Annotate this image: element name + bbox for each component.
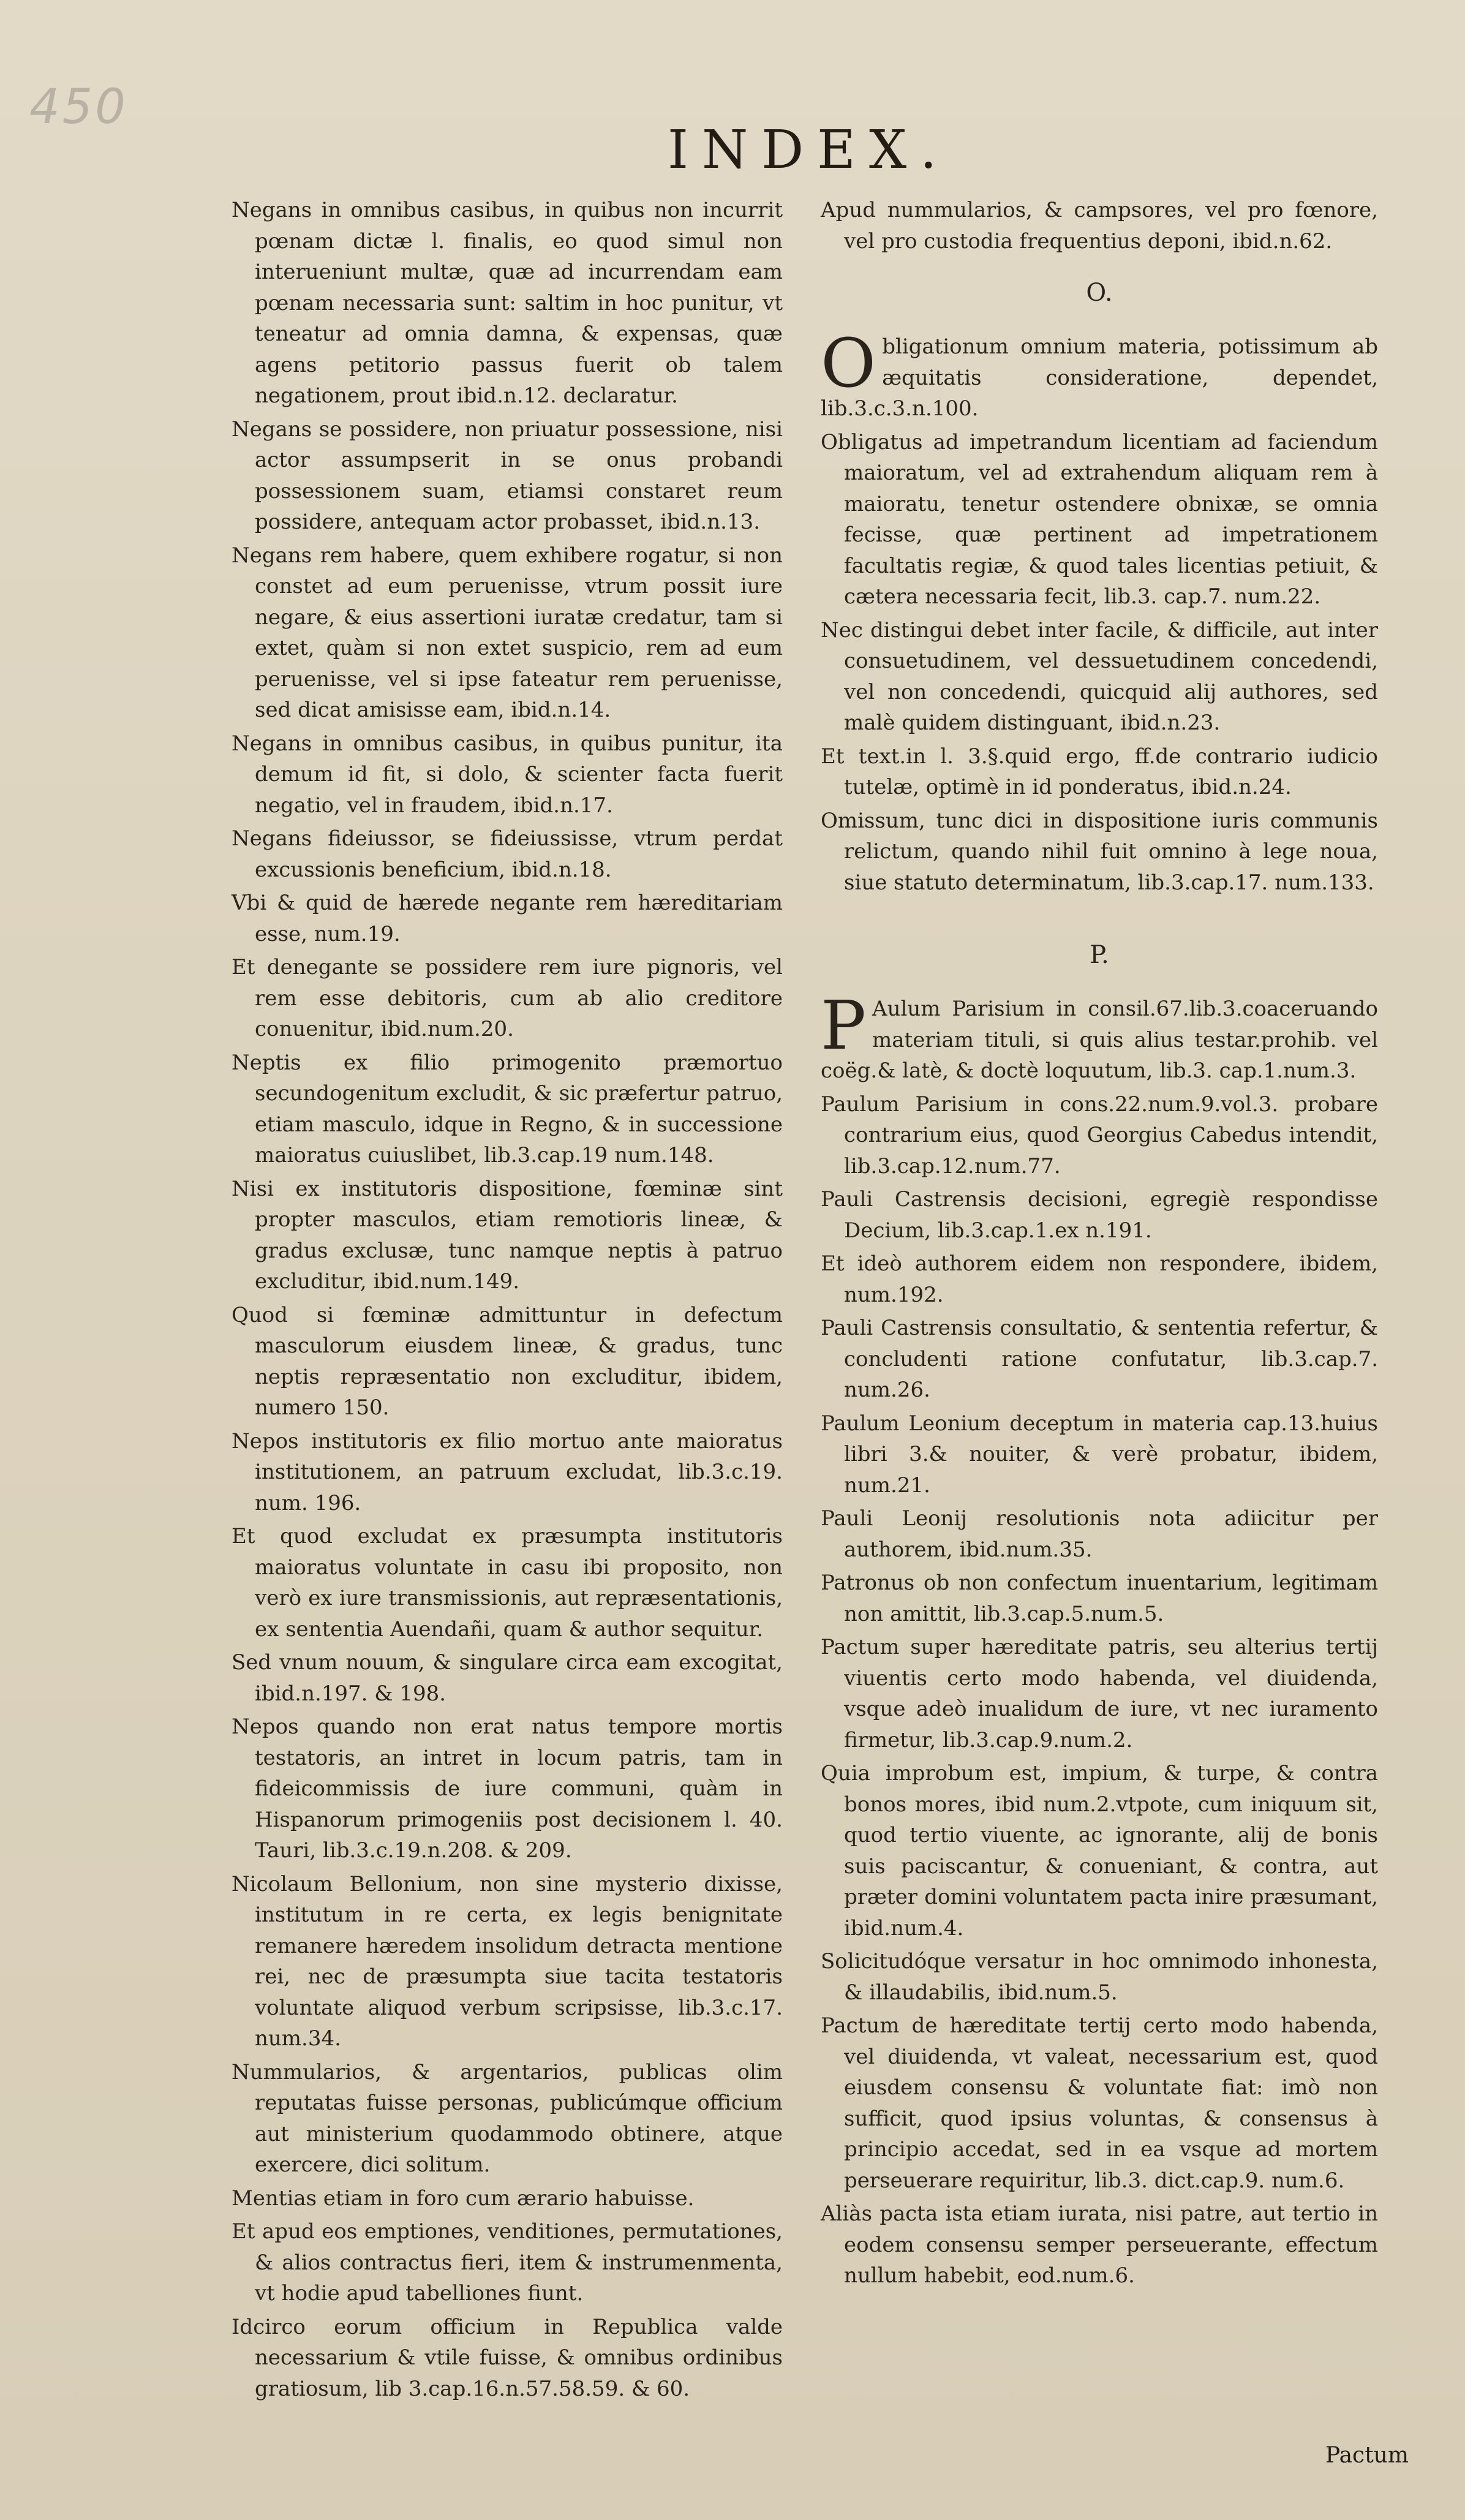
index-entry: Vbi & quid de hærede negante rem hæreditariam esse, num.19. xyxy=(232,891,783,946)
index-entry: Et ideò authorem eidem non respondere, ibidem, num.192. xyxy=(821,1251,1378,1307)
section-letter-o: O. xyxy=(1086,279,1113,307)
index-entry: Nisi ex institutoris dispositione, fœminæ sint propter masculos, etiam remotioris lineæ, & gradus exclusæ, tunc namque neptis à patruo excluditur, ibid.num.149. xyxy=(232,1176,783,1294)
index-entry: Nepos institutoris ex filio mortuo ante maioratus institutionem, an patruum excludat, lib.3.c.19. num. 196. xyxy=(232,1428,783,1515)
right-column xyxy=(821,195,1378,2294)
index-entry-lead-o xyxy=(821,324,1378,424)
index-entry: Negans fideiussor, se fideiussisse, vtrum perdat excussionis beneficium, ibid.n.18. xyxy=(232,826,783,882)
left-column xyxy=(232,195,783,2407)
index-entry: Nec distingui debet inter facile, & difficile, aut inter consuetudinem, vel dessuetudinem concedendi, vel non concedendi, quicquid alij authores, sed malè quidem distinguant, ibid.n.23. xyxy=(821,617,1378,735)
index-entry: Aliàs pacta ista etiam iurata, nisi patre, aut tertio in eodem consensu semper perseuerante, effectum nullum habebit, eod.num.6. xyxy=(821,2201,1378,2288)
index-entry: Negans in omnibus casibus, in quibus punitur, ita demum id fit, si dolo, & scienter facta fuerit negatio, vel in fraudem, ibid.n.17. xyxy=(232,731,783,818)
index-entry: Negans rem habere, quem exhibere rogatur, si non constet ad eum peruenisse, vtrum possit iure negare, & eius assertioni iuratæ credatur, tam si extet, quàm si non extet suspicio, rem ad eum peruenisse, vel si ipse fateatur rem peruenisse, sed dicat amisisse eam, ibid.n.14. xyxy=(232,543,783,722)
index-entry: Sed vnum nouum, & singulare circa eam excogitat, ibid.n.197. & 198. xyxy=(232,1650,783,1706)
index-entry: Omissum, tunc dici in dispositione iuris communis relictum, quando nihil fuit omnino à lege noua, siue statuto determinatum, lib.3.cap.17. num.133. xyxy=(821,808,1378,895)
page-title: INDEX. xyxy=(668,119,951,181)
index-entry: Paulum Leonium deceptum in materia cap.13.huius libri 3.& nouiter, & verè probatur, ibidem, num.21. xyxy=(821,1411,1378,1498)
section-letter-p: P. xyxy=(1090,941,1109,969)
pencil-page-number: 450 xyxy=(29,80,128,135)
index-entry: Negans se possidere, non priuatur possessione, nisi actor assumpserit in se onus probandi possessionem suam, etiamsi constaret reum possidere, antequam actor probasset, ibid.n.13. xyxy=(232,417,783,534)
dropcap-o: O xyxy=(821,324,876,402)
index-entry: Et text.in l. 3.§.quid ergo, ff.de contrario iudicio tutelæ, optimè in id ponderatus, ibid.n.24. xyxy=(821,744,1378,799)
index-entry: Negans in omnibus casibus, in quibus non incurrit pœnam dictæ l. finalis, eo quod simul non interueniunt multæ, quæ ad incurrendam eam pœnam necessaria sunt: saltim in hoc punitur, vt teneatur ad omnia damna, & expensas, quæ agens petitorio passus fuerit ob talem negationem, prout ibid.n.12. declaratur. xyxy=(232,198,783,408)
index-entry: Pauli Leonij resolutionis nota adiicitur per authorem, ibid.num.35. xyxy=(821,1506,1378,1562)
index-entry: Mentias etiam in foro cum ærario habuisse. xyxy=(232,2186,695,2211)
index-entry: Obligatus ad impetrandum licentiam ad faciendum maioratum, vel ad extrahendum aliquam rem à maioratu, tenetur ostendere obnixæ, se omnia fecisse, quæ pertinent ad impetrationem facultatis regiæ, & quod tales licentias petiuit, & cætera necessaria fecit, lib.3. cap.7. num.22. xyxy=(821,429,1378,609)
index-entry: Et denegante se possidere rem iure pignoris, vel rem esse debitoris, cum ab alio creditore conuenitur, ibid.num.20. xyxy=(232,955,783,1041)
index-entry: Et quod excludat ex præsumpta institutoris maioratus voluntate in casu ibi proposito, non verò ex iure transmissionis, aut repræsentationis, ex sententia Auendañi, quam & author sequitur. xyxy=(232,1524,783,1642)
index-entry: Quia improbum est, impium, & turpe, & contra bonos mores, ibid num.2.vtpote, cum iniquum sit, quod tertio viuente, ac ignorante, alij de bonis suis paciscantur, & conueniant, & contra, aut præter domini voluntatem pacta inire præsumant, ibid.num.4. xyxy=(821,1761,1378,1941)
index-entry: Et apud eos emptiones, venditiones, permutationes, & alios contractus fieri, item & instrumenmenta, vt hodie apud tabelliones fiunt. xyxy=(232,2219,783,2306)
index-entry: Patronus ob non confectum inuentarium, legitimam non amittit, lib.3.cap.5.num.5. xyxy=(821,1571,1378,1626)
catchword: Pactum xyxy=(1325,2443,1409,2468)
index-entry: Pauli Castrensis decisioni, egregiè respondisse Decium, lib.3.cap.1.ex n.191. xyxy=(821,1187,1378,1243)
dropcap-p: P xyxy=(821,986,867,1065)
index-entry: Idcirco eorum officium in Republica valde necessarium & vtile fuisse, & omnibus ordinibus gratiosum, lib 3.cap.16.n.57.58.59. & 60. xyxy=(232,2314,783,2401)
index-entry: Paulum Parisium in cons.22.num.9.vol.3. probare contrarium eius, quod Georgius Cabedus intendit, lib.3.cap.12.num.77. xyxy=(821,1092,1378,1179)
index-entry: Nummularios, & argentarios, publicas olim reputatas fuisse personas, publicúmque officium aut ministerium quodammodo obtinere, atque exercere, dici solitum. xyxy=(232,2059,783,2177)
index-entry: Nepos quando non erat natus tempore mortis testatoris, an intret in locum patris, tam in fideicommissis de iure communi, quàm in Hispanorum primogeniis post decisionem l. 40. Tauri, lib.3.c.19.n.208. & 209. xyxy=(232,1715,783,1863)
index-entry: Nicolaum Bellonium, non sine mysterio dixisse, institutum in re certa, ex legis benignitate remanere hæredem insolidum detracta mentione rei, nec de præsumpta siue tacita testatoris voluntate aliquod verbum scripsisse, lib.3.c.17. num.34. xyxy=(232,1871,783,2051)
index-entry-lead-p xyxy=(821,986,1378,1087)
lead-text: Aulum Parisium in consil.67.lib.3.coaceruando materiam tituli, si quis alius testar.prohib. vel coëg.& latè, & doctè loquutum, lib.3. cap.1.num.3. xyxy=(821,997,1378,1083)
index-entry: Pactum de hæreditate tertij certo modo habenda, vel diuidenda, vt valeat, necessarium est, quod eiusdem consensu & voluntate fiat: imò non sufficit, quod ipsius voluntas, & consensus à principio accedat, sed in ea vsque ad mortem perseuerare requiritur, lib.3. dict.cap.9. num.6. xyxy=(821,2013,1378,2193)
index-entry: Quod si fœminæ admittuntur in defectum masculorum eiusdem lineæ, & gradus, tunc neptis repræsentatio non excluditur, ibidem, numero 150. xyxy=(232,1302,783,1420)
index-entry: Neptis ex filio primogenito præmortuo secundogenitum excludit, & sic præfertur patruo, etiam masculo, idque in Regno, & in successione maioratus cuiuslibet, lib.3.cap.19 num.148. xyxy=(232,1050,783,1168)
lead-text: bligationum omnium materia, potissimum ab æquitatis consideratione, dependet, lib.3.c.3.n.100. xyxy=(821,334,1378,421)
index-entry: Pactum super hæreditate patris, seu alterius tertij viuentis certo modo habenda, vel diuidenda, vsque adeò inualidum de iure, vt nec iuramento firmetur, lib.3.cap.9.num.2. xyxy=(821,1635,1378,1752)
index-entry: Solicitudóque versatur in hoc omnimodo inhonesta, & illaudabilis, ibid.num.5. xyxy=(821,1949,1378,2005)
index-entry: Apud nummularios, & campsores, vel pro fœnore, vel pro custodia frequentius deponi, ibid.n.62. xyxy=(821,198,1378,254)
index-entry: Pauli Castrensis consultatio, & sententia refertur, & concludenti ratione confutatur, lib.3.cap.7. num.26. xyxy=(821,1316,1378,1402)
